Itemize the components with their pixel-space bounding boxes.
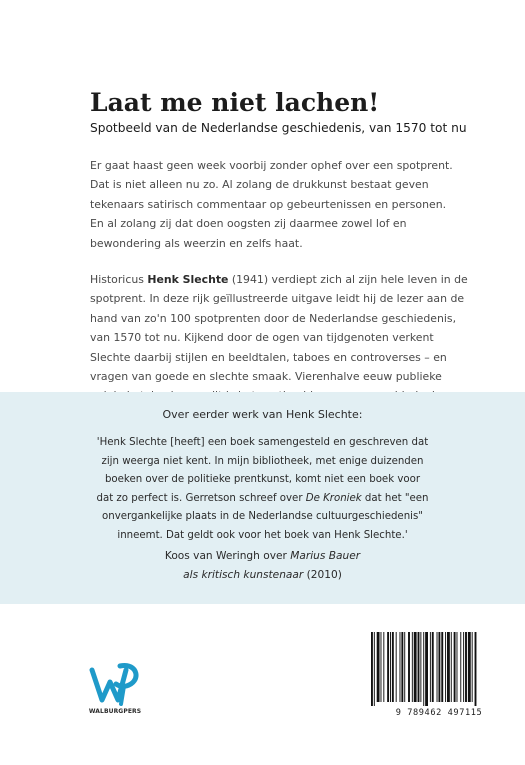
blurb-line: van 1570 tot nu. Kijkend door de ogen van tijdgenoten verkent	[90, 331, 434, 345]
barcode-bar	[441, 632, 443, 702]
barcode-bar	[414, 632, 417, 702]
attribution-text: (2010)	[303, 568, 342, 581]
quote-heading: Over eerder werk van Henk Slechte:	[162, 408, 363, 421]
isbn-number: 9 789462 497115	[395, 708, 483, 718]
barcode-bar	[430, 632, 431, 702]
quote-text: dat zo perfect is. Gerretson schreef over	[96, 492, 306, 504]
barcode-bar	[387, 632, 389, 702]
quote-text: dat het "een	[361, 492, 429, 504]
quote-line: zijn weerga niet kent. In mijn bibliotheek, met enige duizenden	[101, 455, 424, 467]
barcode-bar	[396, 632, 397, 702]
barcode-bar	[420, 632, 421, 702]
blurb-line: hand van zo'n 100 spotprenten door de Nederlandse geschiedenis,	[90, 311, 457, 325]
blurb-line: tekenaars satirisch commentaar op gebeurtenissen en personen.	[90, 197, 447, 211]
attribution-work-title: Marius Bauer	[290, 550, 361, 562]
blurb-text: (1941) verdiept zich al zijn hele leven in de	[228, 273, 468, 286]
book-title: Laat me niet lachen!	[90, 88, 380, 117]
blurb-line: vragen van goede en slechte smaak. Vierenhalve eeuw publieke	[90, 370, 442, 384]
barcode-bar	[400, 632, 401, 702]
barcode-bar	[390, 632, 391, 702]
attribution-line	[0, 547, 525, 566]
barcode-bar	[383, 632, 384, 702]
book-subtitle: Spotbeeld van de Nederlandse geschiedenis, van 1570 tot nu	[90, 121, 467, 135]
attribution-line	[0, 566, 525, 585]
quote-line: 'Henk Slechte [heeft] een boek samengesteld en geschreven dat	[96, 437, 429, 448]
barcode-bar	[425, 632, 428, 706]
quote-work-title: De Kroniek	[305, 492, 362, 504]
blurb-line: bewondering als weerzin en zelfs haat.	[90, 236, 303, 250]
barcode-bar	[412, 632, 413, 702]
quote-line: onvergankelijke plaats in de Nederlandse cultuurgeschiedenis"	[102, 511, 423, 523]
barcode-bar	[447, 632, 450, 702]
review-quote-band	[0, 392, 525, 604]
barcode-bar	[438, 632, 440, 702]
barcode-bar	[457, 632, 458, 702]
barcode-bar	[463, 632, 464, 702]
blurb-paragraph-1	[90, 156, 453, 253]
barcode-bar	[418, 632, 420, 702]
barcode-bar	[468, 632, 471, 702]
barcode-bar	[423, 632, 424, 706]
barcode-bar	[381, 632, 382, 702]
barcode-bar	[392, 632, 394, 702]
barcode-bar	[475, 632, 477, 706]
barcode-bar	[465, 632, 467, 702]
quote-line: boeken over de politieke prentkunst, komt niet een boek voor	[104, 474, 421, 486]
quote-line: inneemt. Dat geldt ook voor het boek van Henk Slechte.'	[117, 529, 408, 541]
walburgpers-wp-logo-icon	[86, 656, 144, 716]
barcode-bar	[445, 632, 446, 702]
barcode-bar	[432, 632, 434, 702]
quote-attribution	[0, 547, 525, 584]
isbn-barcode	[365, 630, 513, 718]
barcode-bar	[437, 632, 438, 702]
blurb-line	[90, 270, 468, 289]
attribution-text: Koos van Weringh over	[164, 550, 291, 562]
barcode-bar	[374, 632, 375, 706]
blurb-paragraph-2	[90, 270, 468, 406]
review-quote	[0, 434, 525, 546]
barcode-bar	[404, 632, 405, 702]
barcode-bar	[371, 632, 373, 706]
attribution-work-title: als kritisch kunstenaar	[183, 568, 304, 581]
barcode-bars	[367, 632, 511, 706]
barcode-bar	[454, 632, 456, 702]
barcode-bar	[460, 632, 461, 702]
blurb-line: En al zolang zij dat doen oogsten zij daarmee zowel lof en	[90, 217, 407, 231]
barcode-bar	[472, 632, 473, 702]
barcode-bar	[408, 632, 410, 702]
barcode-bar	[401, 632, 403, 702]
barcode-bar	[451, 632, 452, 702]
author-name: Henk Slechte	[147, 273, 229, 286]
barcode-bar	[377, 632, 380, 702]
blurb-line: Slechte daarbij stijlen en beeldtalen, taboes en controverses – en	[90, 350, 447, 364]
blurb-text: Historicus	[90, 273, 148, 286]
publisher-name: WALBURGPERS	[88, 708, 142, 715]
blurb-line: Er gaat haast geen week voorbij zonder ophef over een spotprent.	[90, 159, 453, 172]
blurb-line: Dat is niet alleen nu zo. Al zolang de drukkunst bestaat geven	[90, 178, 429, 192]
quote-line	[0, 490, 525, 509]
blurb-line: spotprent. In deze rijk geïllustreerde uitgave leidt hij de lezer aan de	[90, 292, 465, 306]
